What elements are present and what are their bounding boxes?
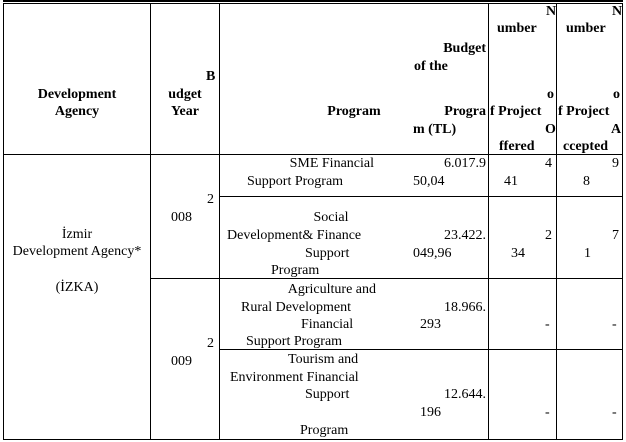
header-accepted-o: o bbox=[613, 87, 620, 102]
header-year-1: udget bbox=[168, 87, 202, 102]
row2-offered-2: 34 bbox=[511, 246, 525, 261]
year-2008-rest: 008 bbox=[171, 210, 192, 225]
top-border bbox=[3, 0, 623, 2]
header-year-b: B bbox=[206, 69, 216, 84]
header-offered-3: ffered bbox=[499, 139, 535, 154]
header-accepted-2: f Project bbox=[558, 104, 610, 119]
row1-budget-1: 6.017.9 bbox=[444, 156, 486, 171]
row1-program-1: SME Financial bbox=[289, 156, 374, 171]
header-offered-2: f Project bbox=[490, 104, 542, 119]
row2-budget-1: 23.422. bbox=[444, 228, 486, 243]
row4-program-1: Tourism and bbox=[288, 352, 359, 367]
header-budget-3: Progra bbox=[444, 104, 486, 119]
header-budget-4: m (TL) bbox=[413, 122, 457, 137]
row2-accepted-2: 1 bbox=[584, 246, 591, 261]
row2-program-3: Support bbox=[305, 246, 350, 261]
row-line-1 bbox=[219, 196, 623, 197]
row2-program-1: Social bbox=[313, 210, 349, 225]
row-line-2 bbox=[150, 278, 623, 279]
header-agency-2: Agency bbox=[54, 104, 100, 119]
row4-accepted: - bbox=[612, 405, 617, 420]
row2-program-2: Development& Finance bbox=[227, 228, 362, 243]
row3-program-4: Support Program bbox=[246, 334, 343, 349]
header-offered-n: N bbox=[546, 4, 557, 19]
header-year-2: Year bbox=[171, 104, 199, 119]
header-program: Program bbox=[327, 104, 381, 119]
row3-budget-1: 18.966. bbox=[444, 300, 486, 315]
col-line-5 bbox=[622, 3, 623, 440]
row1-budget-2: 50,04 bbox=[413, 174, 445, 189]
row3-program-3: Financial bbox=[301, 317, 354, 332]
year-2008-digit: 2 bbox=[207, 192, 214, 207]
header-offered-o2: O bbox=[545, 122, 556, 137]
header-budget-1: Budget bbox=[443, 41, 486, 56]
col-line-1 bbox=[150, 3, 151, 440]
row4-budget-1: 12.644. bbox=[444, 387, 486, 402]
row4-program-3: Support bbox=[305, 387, 350, 402]
header-accepted-a: A bbox=[611, 122, 622, 137]
header-accepted-3: ccepted bbox=[563, 139, 609, 154]
row3-program-1: Agriculture and bbox=[287, 282, 376, 297]
agency-line-3: (İZKA) bbox=[55, 280, 99, 295]
row4-budget-2: 196 bbox=[420, 405, 441, 420]
header-offered-o: o bbox=[547, 87, 554, 102]
agency-line-1: İzmir bbox=[61, 227, 93, 242]
header-agency-1: Development bbox=[37, 87, 117, 102]
row2-accepted-1: 7 bbox=[612, 228, 619, 243]
col-line-2 bbox=[219, 3, 220, 440]
row4-offered: - bbox=[545, 405, 550, 420]
header-accepted-1: umber bbox=[566, 21, 606, 36]
row3-budget-2: 293 bbox=[420, 317, 441, 332]
row1-offered-2: 41 bbox=[504, 174, 518, 189]
row2-offered-1: 2 bbox=[545, 228, 552, 243]
col-line-3 bbox=[488, 3, 489, 440]
row3-offered: - bbox=[545, 317, 550, 332]
year-2009-digit: 2 bbox=[207, 336, 214, 351]
header-top-line bbox=[3, 3, 623, 4]
row4-program-2: Environment Financial bbox=[230, 370, 359, 385]
row1-program-2: Support Program bbox=[247, 174, 344, 189]
header-accepted-n: N bbox=[612, 4, 623, 19]
row1-accepted-1: 9 bbox=[612, 156, 619, 171]
col-line-0 bbox=[3, 3, 4, 440]
header-offered-1: umber bbox=[497, 21, 537, 36]
row2-budget-2: 049,96 bbox=[413, 246, 452, 261]
row4-program-4: Program bbox=[300, 423, 349, 438]
row1-offered-1: 4 bbox=[545, 156, 552, 171]
agency-line-2: Development Agency* bbox=[12, 244, 142, 259]
row3-accepted: - bbox=[612, 317, 617, 332]
col-line-4 bbox=[556, 3, 557, 440]
year-2009-rest: 009 bbox=[171, 354, 192, 369]
row3-program-2: Rural Development bbox=[241, 300, 352, 315]
row2-program-4: Program bbox=[271, 263, 320, 278]
header-budget-2: of the bbox=[414, 59, 448, 74]
row1-accepted-2: 8 bbox=[583, 174, 590, 189]
